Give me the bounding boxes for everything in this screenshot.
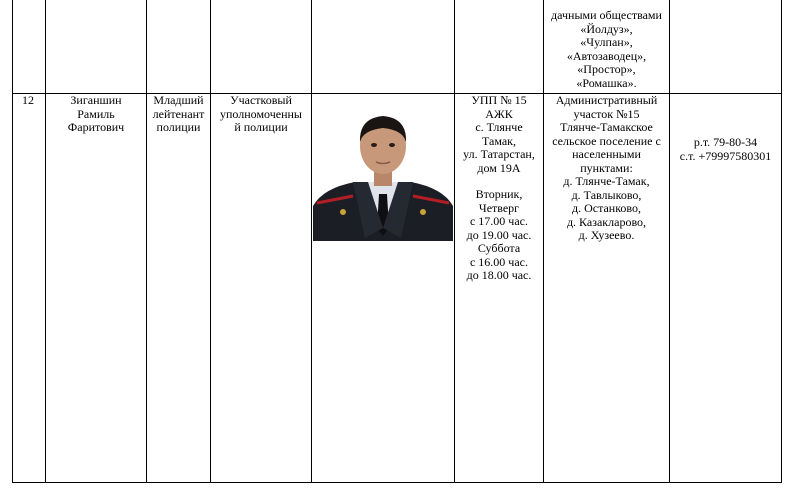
full-name-line: Фаритович	[67, 120, 125, 134]
office-line: УПП № 15	[471, 93, 527, 107]
area-line: д. Останково,	[571, 201, 642, 215]
area-line: сельское поселение с	[552, 133, 661, 148]
office-line: Вторник,	[475, 187, 523, 201]
phone-line: р.т. 79-80-34	[693, 135, 758, 149]
row-number-cell	[13, 94, 46, 483]
office-line: Тамак,	[481, 133, 517, 148]
area-line: пунктами:	[580, 160, 633, 175]
phone-cell	[670, 94, 782, 483]
prev-number-cell	[13, 0, 46, 94]
area-line: д. Тлянче-Тамак,	[563, 174, 650, 188]
rank-line: полиции	[156, 120, 201, 134]
phone-line: с.т. +79997580301	[679, 148, 772, 163]
prev-rank-cell	[147, 0, 211, 94]
position-cell	[211, 94, 312, 483]
rank-line: лейтенант	[152, 106, 205, 121]
full-name-line: Зиганшин	[70, 93, 122, 107]
prev-name-cell	[46, 0, 147, 94]
office-line: с 16.00 час.	[469, 254, 528, 269]
full-name-cell	[46, 94, 147, 483]
office-line: с 17.00 час.	[469, 214, 528, 228]
area-line: д. Хузеево.	[578, 228, 635, 242]
officer-photo	[313, 108, 453, 241]
photo-cell	[312, 94, 455, 483]
position-line: Участковый	[230, 93, 292, 107]
office-line: дом 19А	[477, 160, 521, 175]
prev-area-line: дачными обществами	[551, 8, 662, 22]
prev-area-cell	[544, 0, 670, 94]
area-line: населенными	[572, 147, 641, 161]
office-line: АЖК	[485, 106, 513, 121]
prev-area-line: «Автозаводец»,	[566, 48, 647, 63]
prev-phone-cell	[670, 0, 782, 94]
office-line: ул. Татарстан,	[463, 147, 535, 161]
collar-badge	[340, 209, 346, 215]
area-line: Тлянче-Тамакское	[560, 120, 653, 134]
row-number: 12	[22, 93, 34, 107]
prev-position-cell	[211, 0, 312, 94]
rank-cell	[147, 94, 211, 483]
office-line: с. Тлянче	[475, 120, 523, 134]
rank-line: Младший	[153, 93, 204, 107]
prev-photo-cell	[312, 0, 455, 94]
position-line: уполномоченны	[220, 106, 302, 121]
prev-area-line: «Чулпан»,	[580, 35, 633, 49]
full-name-line: Рамиль	[77, 106, 115, 121]
prev-area-line: «Простор»,	[577, 62, 636, 76]
office-hours-cell	[455, 94, 544, 483]
table-row	[13, 94, 782, 483]
office-line: до 19.00 час.	[466, 227, 532, 242]
position-line: й полиции	[234, 120, 288, 134]
office-line: Суббота	[477, 241, 521, 255]
area-line: д. Казакларово,	[566, 214, 647, 229]
area-line: Административный	[555, 93, 658, 107]
office-line: до 18.00 час.	[466, 268, 532, 282]
previous-row	[13, 0, 782, 94]
prev-area-line: «Йолдуз»,	[580, 21, 633, 36]
area-line: участок №15	[573, 106, 640, 121]
area-line: д. Тавлыково,	[571, 187, 642, 202]
officer-portrait	[313, 108, 453, 241]
prev-area-line: «Ромашка».	[576, 75, 637, 90]
service-area-cell	[544, 94, 670, 483]
personnel-table	[12, 0, 782, 483]
office-line: Четверг	[478, 200, 520, 215]
prev-office-cell	[455, 0, 544, 94]
